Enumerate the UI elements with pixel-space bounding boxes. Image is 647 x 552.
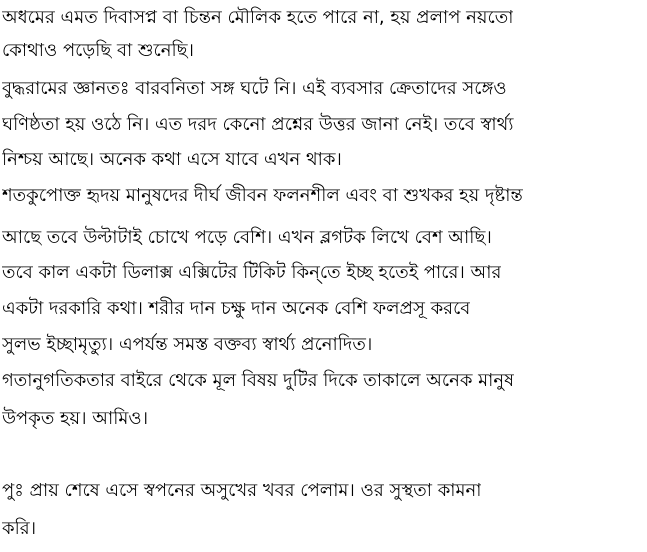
- text-line: কোথাও পড়েছি বা শুনেছি।: [2, 40, 194, 61]
- text-line: বুদ্ধরামের জ্ঞানতঃ বারবনিতা সঙ্গ ঘটে নি। এই ব্যবসার ক্রেতাদের সঙ্গেও: [2, 78, 507, 99]
- text-line: অধমের এমত দিবাসপ্ন বা চিন্তন মৌলিক হতে পারে না, হয় প্রলাপ নয়তো: [2, 7, 514, 28]
- text-line: গতানুগতিকতার বাইরে থেকে মূল বিষয় দুটির দিকে তাকালে অনেক মানুষ: [2, 370, 515, 391]
- text-line: করি।: [2, 518, 37, 539]
- text-line: নিশ্চয় আছে। অনেক কথা এসে যাবে এখন থাক।: [2, 149, 342, 170]
- text-line: পুঃ প্রায় শেষে এসে স্বপনের অসুখের খবর পেলাম। ওর সুস্থতা কামনা: [2, 480, 482, 501]
- text-line: ঘণিষ্ঠতা হয় ওঠে নি। এত দরদ কেনো প্রশ্নের উত্তর জানা নেই। তবে স্বার্থ্য: [2, 114, 514, 135]
- text-line: আছে তবে উল্টাটাই চোখে পড়ে বেশি। এখন ব্লগটক লিখে বেশ আছি।: [2, 227, 492, 248]
- text-line: একটা দরকারি কথা। শরীর দান চক্ষু দান অনেক বেশি ফলপ্রসূ করবে: [2, 298, 471, 319]
- text-line: উপকৃত হয়। আমিও।: [2, 408, 149, 429]
- text-line: শতকুপোক্ত হৃদয় মানুষদের দীর্ঘ জীবন ফলনশীল এবং বা শুখকর হয় দৃষ্টান্ত: [2, 185, 523, 206]
- text-line: সুলভ ইচ্ছামৃত্যু। এপর্যন্ত সমস্ত বক্তব্য স্বার্থ্য প্রনোদিত।: [2, 334, 373, 355]
- text-line: তবে কাল একটা ডিলাক্স এক্সিটের টিকিট কিন্‌তে ইচ্ছ হতেই পারে। আর: [2, 262, 502, 283]
